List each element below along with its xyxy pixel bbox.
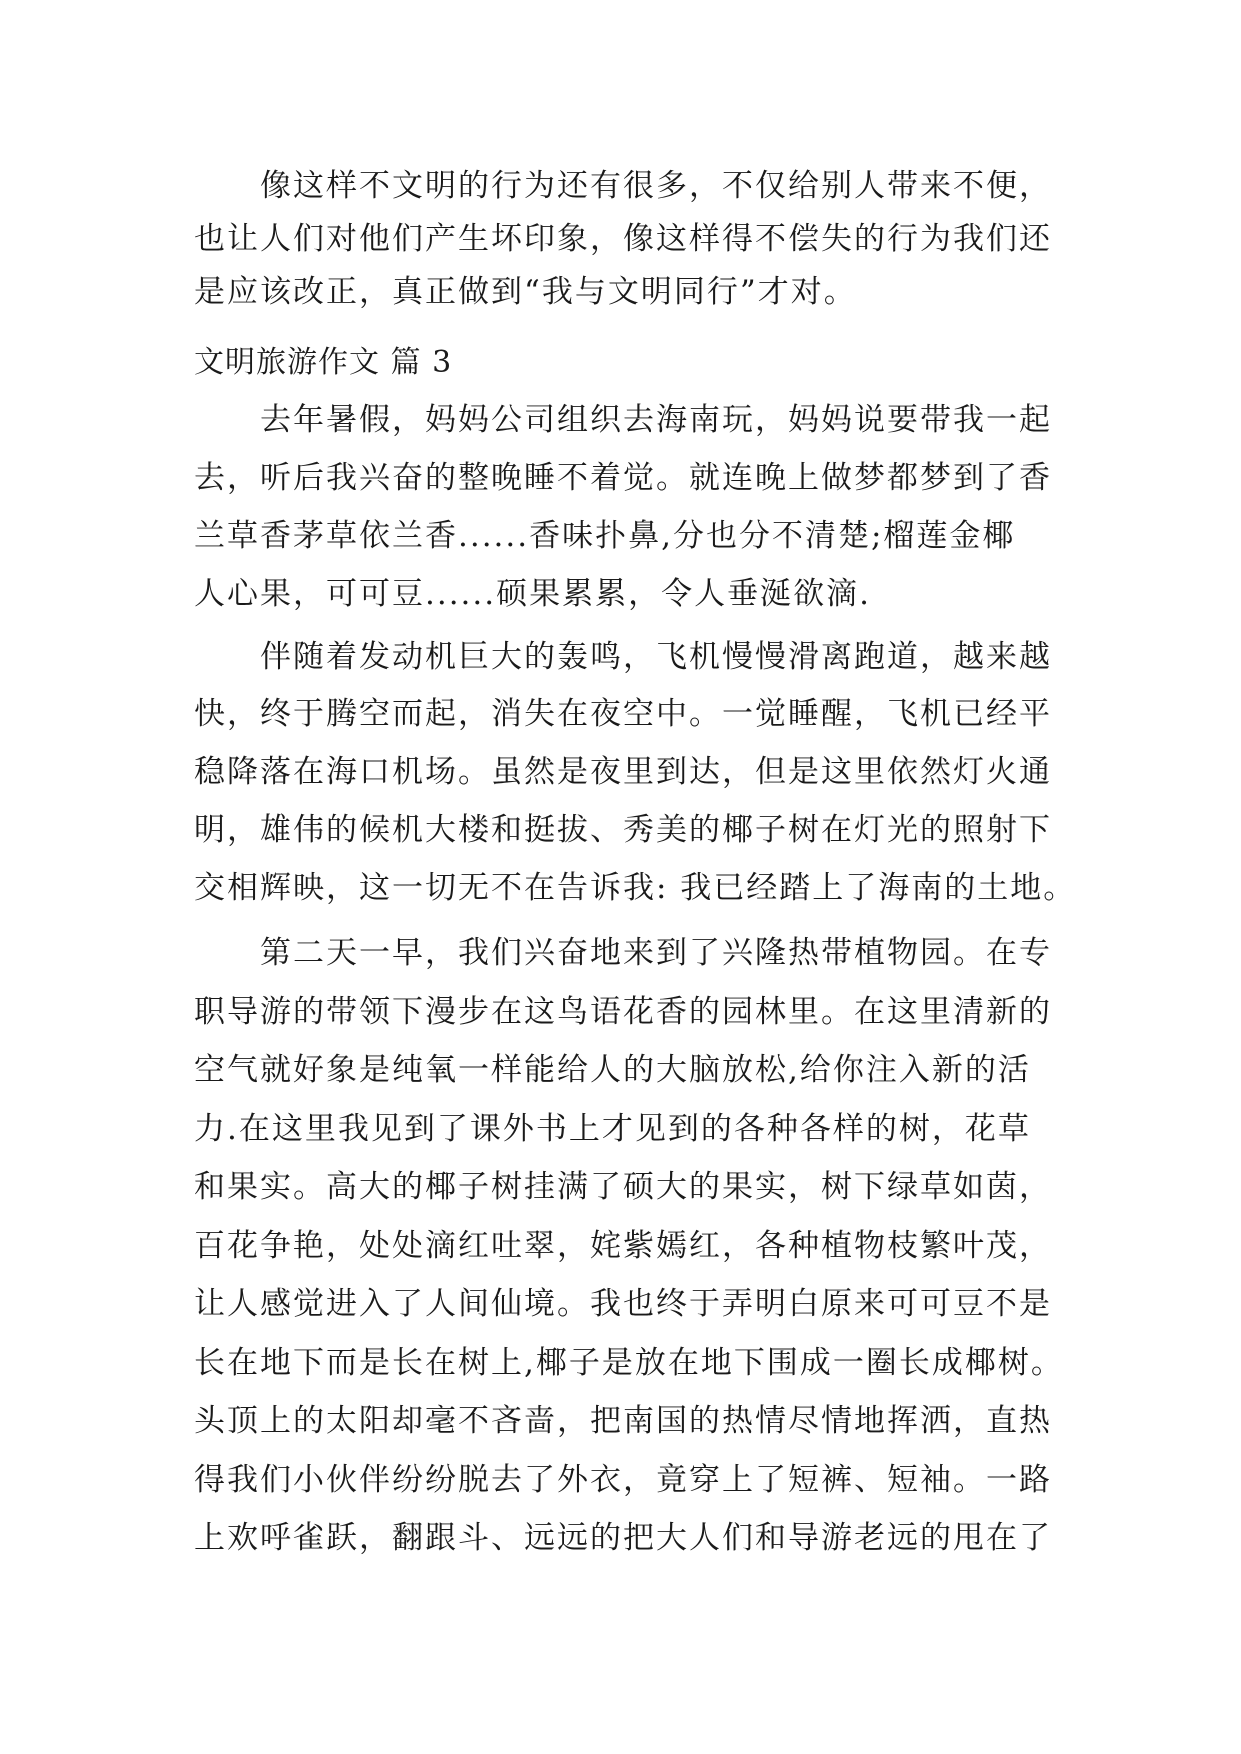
section-heading: 文明旅游作文 篇 3: [194, 345, 453, 380]
paragraph-line: 头顶上的太阳却毫不吝啬，把南国的热情尽情地挥洒，直热: [194, 1403, 1052, 1439]
paragraph-line: 第二天一早，我们兴奋地来到了兴隆热带植物园。在专: [194, 935, 1052, 971]
paragraph-line: 快，终于腾空而起，消失在夜空中。一觉睡醒，飞机已经平: [194, 696, 1052, 732]
paragraph-line: 是应该改正，真正做到“我与文明同行”才对。: [194, 274, 857, 310]
paragraph-line: 力.在这里我见到了课外书上才见到的各种各样的树，花草: [194, 1111, 1031, 1147]
paragraph-line: 职导游的带领下漫步在这鸟语花香的园林里。在这里清新的: [194, 994, 1052, 1030]
paragraph-line: 得我们小伙伴纷纷脱去了外衣，竟穿上了短裤、短袖。一路: [194, 1462, 1052, 1498]
paragraph-line: 和果实。高大的椰子树挂满了硕大的果实，树下绿草如茵，: [194, 1169, 1052, 1205]
paragraph-line: 长在地下而是长在树上,椰子是放在地下围成一圈长成椰树。: [194, 1345, 1064, 1381]
paragraph-line: 像这样不文明的行为还有很多，不仅给别人带来不便，: [194, 168, 1052, 204]
paragraph-line: 稳降落在海口机场。虽然是夜里到达，但是这里依然灯火通: [194, 754, 1052, 790]
paragraph-line: 人心果，可可豆......硕果累累，令人垂涎欲滴.: [194, 576, 871, 612]
paragraph-line: 百花争艳，处处滴红吐翠，姹紫嫣红，各种植物枝繁叶茂，: [194, 1228, 1052, 1264]
paragraph-line: 伴随着发动机巨大的轰鸣，飞机慢慢滑离跑道，越来越: [194, 639, 1052, 675]
paragraph-line: 空气就好象是纯氧一样能给人的大脑放松,给你注入新的活: [194, 1052, 1031, 1088]
paragraph-line: 兰草香茅草依兰香......香味扑鼻,分也分不清楚;榴莲金椰: [194, 518, 1016, 554]
paragraph-line: 上欢呼雀跃，翻跟斗、远远的把大人们和导游老远的甩在了: [194, 1520, 1052, 1556]
paragraph-line: 去，听后我兴奋的整晚睡不着觉。就连晚上做梦都梦到了香: [194, 460, 1052, 496]
paragraph-line: 也让人们对他们产生坏印象，像这样得不偿失的行为我们还: [194, 221, 1052, 257]
paragraph-line: 交相辉映，这一切无不在告诉我: 我已经踏上了海南的土地。: [194, 870, 1077, 906]
paragraph-line: 去年暑假，妈妈公司组织去海南玩，妈妈说要带我一起: [194, 402, 1052, 438]
paragraph-line: 让人感觉进入了人间仙境。我也终于弄明白原来可可豆不是: [194, 1286, 1052, 1322]
paragraph-line: 明，雄伟的候机大楼和挺拔、秀美的椰子树在灯光的照射下: [194, 812, 1052, 848]
